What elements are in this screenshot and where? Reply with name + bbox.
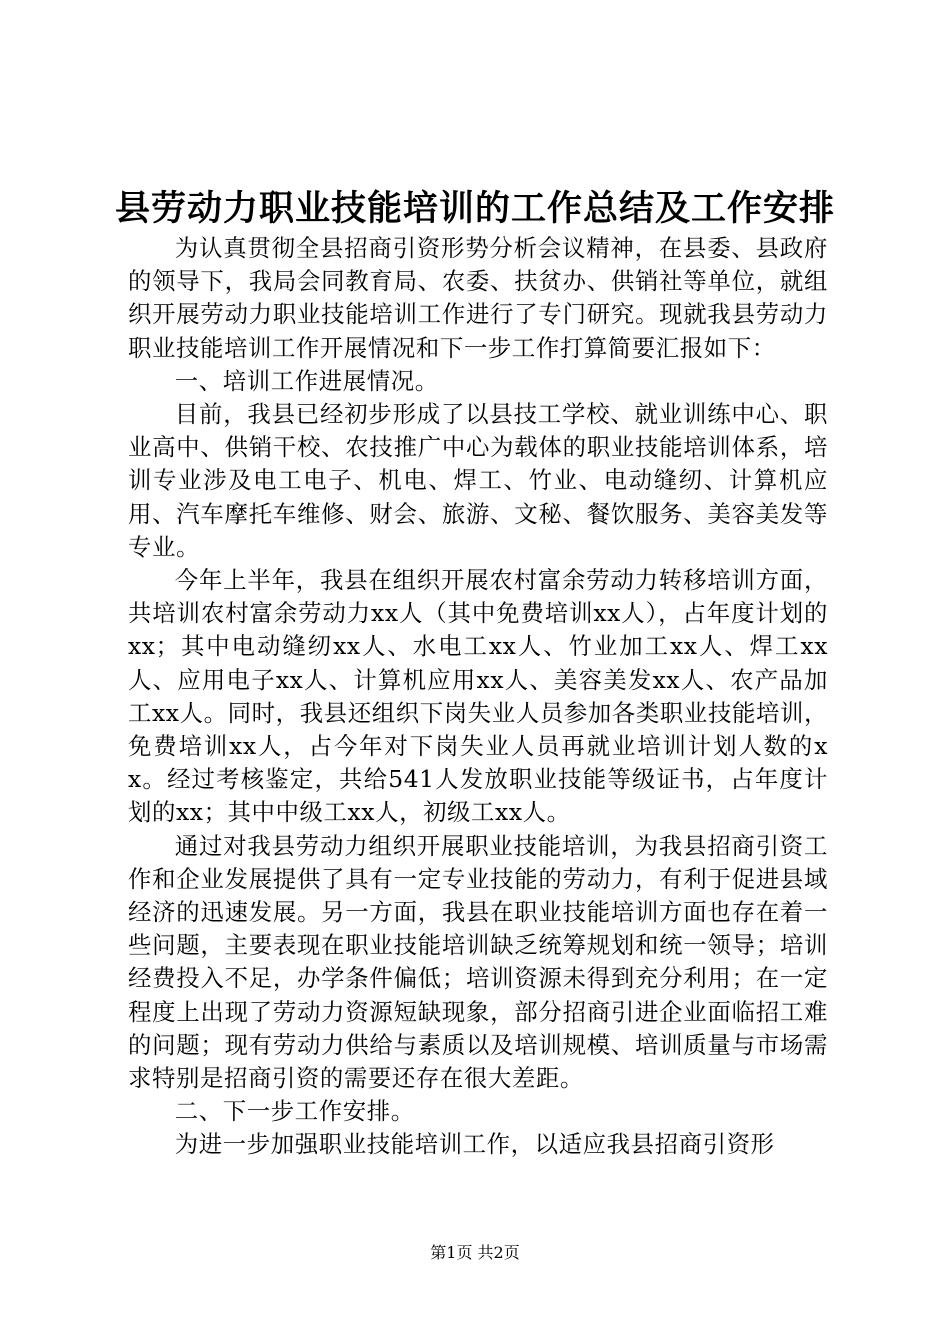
document-title: 县劳动力职业技能培训的工作总结及工作安排 <box>114 189 835 229</box>
section-heading-1: 一、培训工作进展情况。 <box>174 366 439 395</box>
intro-paragraph: 为认真贯彻全县招商引资形势分析会议精神，在县委、县政府的领导下，我局会同教育局、农委、扶贫办、供销社等单位，就组织开展劳动力职业技能培训工作进行了专门研究。现就我县劳动力职业技能培训工作开展情况和下一步工作打算简要汇报如下： <box>128 234 828 362</box>
section-heading-2: 二、下一步工作安排。 <box>174 1097 415 1126</box>
page-number-footer: 第1页 共2页 <box>430 1243 520 1262</box>
paragraph-next-steps: 为进一步加强职业技能培训工作，以适应我县招商引资形 <box>174 1130 775 1159</box>
paragraph-first-half-results: 今年上半年，我县在组织开展农村富余劳动力转移培训方面，共培训农村富余劳动力xx人（其中免费培训xx人），占年度计划的xx；其中电动缝纫xx人、水电工xx人、竹业加工xx人、焊工xx人、应用电子xx人、计算机应用xx人、美容美发xx人、农产品加工xx人。同时，我县还组织下岗失业人员参加各类职业技能培训，免费培训xx人，占今年对下岗失业人员再就业培训计划人数的xx。经过考核鉴定，共给541人发放职业技能等级证书，占年度计划的xx；其中中级工xx人，初级工xx人。 <box>128 566 828 827</box>
paragraph-training-system: 目前，我县已经初步形成了以县技工学校、就业训练中心、职业高中、供销干校、农技推广中心为载体的职业技能培训体系，培训专业涉及电工电子、机电、焊工、竹业、电动缝纫、计算机应用、汽车摩托车维修、财会、旅游、文秘、餐饮服务、美容美发等专业。 <box>128 400 828 561</box>
document-body <box>128 232 828 1162</box>
paragraph-problems: 通过对我县劳动力组织开展职业技能培训，为我县招商引资工作和企业发展提供了具有一定专业技能的劳动力，有利于促进县域经济的迅速发展。另一方面，我县在职业技能培训方面也存在着一些问题，主要表现在职业技能培训缺乏统筹规划和统一领导；培训经费投入不足，办学条件偏低；培训资源未得到充分利用；在一定程度上出现了劳动力资源短缺现象，部分招商引进企业面临招工难的问题；现有劳动力供给与素质以及培训规模、培训质量与市场需求特别是招商引资的需要还存在很大差距。 <box>128 831 828 1093</box>
